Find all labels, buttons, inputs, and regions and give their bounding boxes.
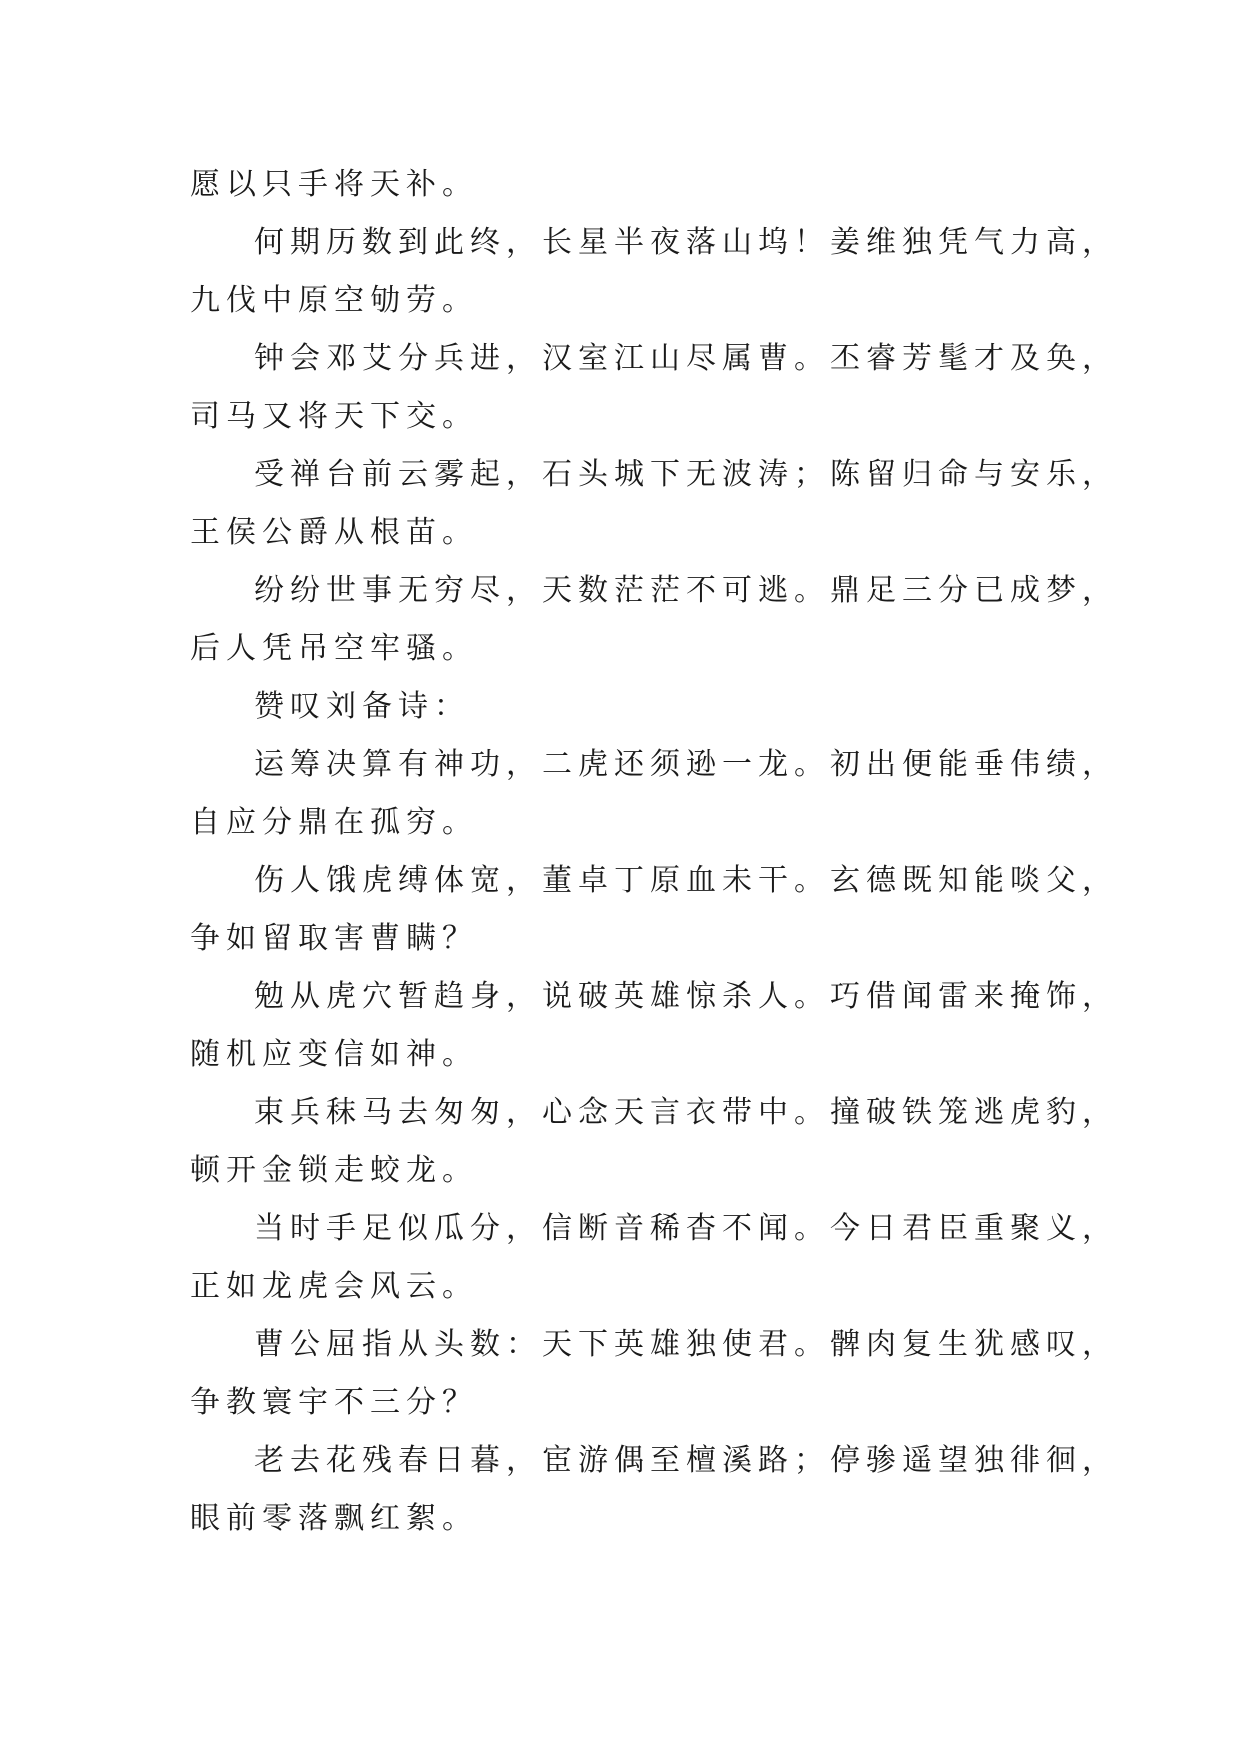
text-line: 争如留取害曹瞒？ [190,921,478,956]
text-line: 受禅台前云雾起，石头城下无波涛；陈留归命与安乐， [254,457,1118,492]
text-line: 束兵秣马去匆匆，心念天言衣带中。撞破铁笼逃虎豹， [254,1095,1118,1130]
text-line: 争教寰宇不三分？ [190,1385,478,1420]
text-line: 随机应变信如神。 [190,1037,478,1072]
section-heading: 赞叹刘备诗： [254,689,470,724]
text-line: 纷纷世事无穷尽，天数茫茫不可逃。鼎足三分已成梦， [254,573,1118,608]
text-line: 何期历数到此终，长星半夜落山坞！姜维独凭气力高， [254,225,1118,260]
text-line: 司马又将天下交。 [190,399,478,434]
text-line: 愿以只手将天补。 [190,167,478,202]
text-line: 钟会邓艾分兵进，汉室江山尽属曹。丕睿芳髦才及奂， [254,341,1118,376]
text-line: 自应分鼎在孤穷。 [190,805,478,840]
text-line: 眼前零落飘红絮。 [190,1501,478,1536]
text-line: 曹公屈指从头数：天下英雄独使君。髀肉复生犹感叹， [254,1327,1118,1362]
text-line: 当时手足似瓜分，信断音稀杳不闻。今日君臣重聚义， [254,1211,1118,1246]
text-line: 正如龙虎会风云。 [190,1269,478,1304]
text-line: 后人凭吊空牢骚。 [190,631,478,666]
text-line: 勉从虎穴暂趋身，说破英雄惊杀人。巧借闻雷来掩饰， [254,979,1118,1014]
text-line: 运筹决算有神功，二虎还须逊一龙。初出便能垂伟绩， [254,747,1118,782]
text-line: 九伐中原空劬劳。 [190,283,478,318]
poem-text-body [190,156,1118,1548]
text-line: 王侯公爵从根苗。 [190,515,478,550]
text-line: 顿开金锁走蛟龙。 [190,1153,478,1188]
text-line: 伤人饿虎缚体宽，董卓丁原血未干。玄德既知能啖父， [254,863,1118,898]
text-line: 老去花残春日暮，宦游偶至檀溪路；停骖遥望独徘徊， [254,1443,1118,1478]
